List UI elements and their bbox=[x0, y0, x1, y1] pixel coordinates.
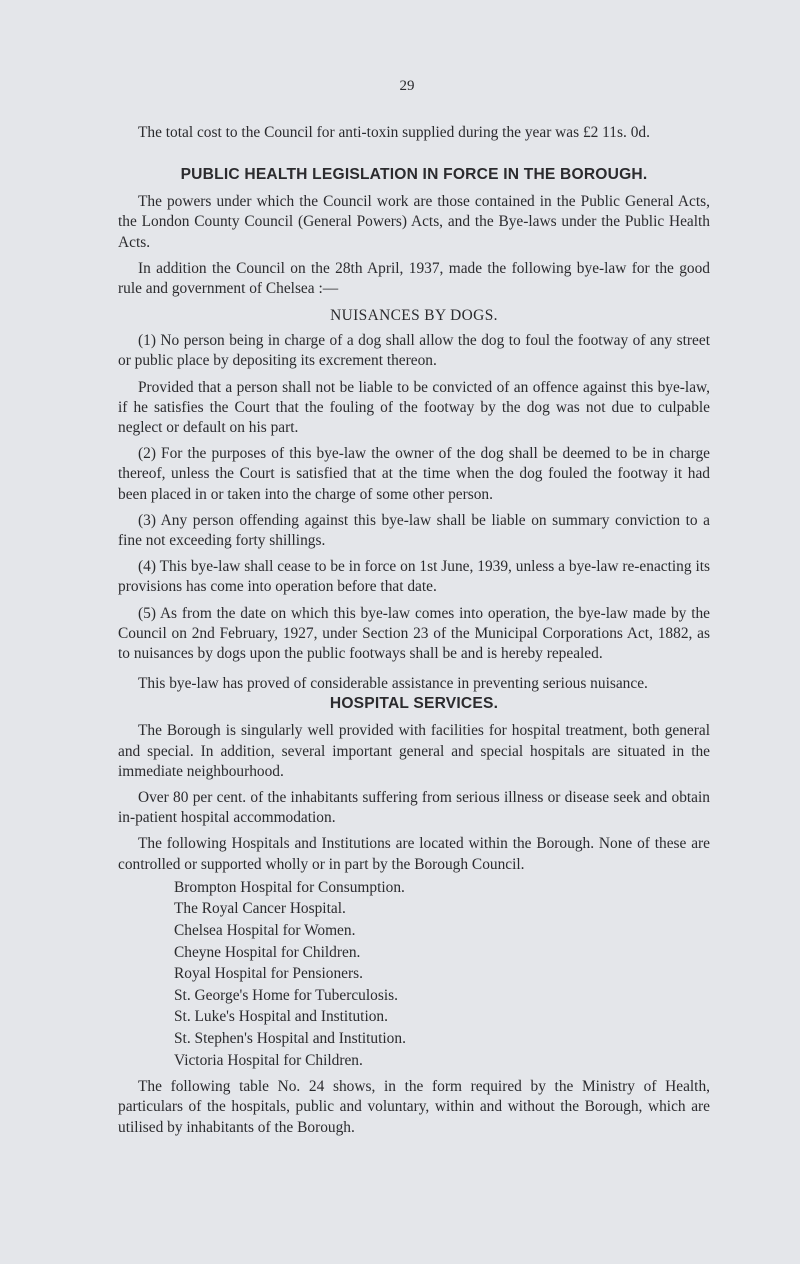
list-item: St. George's Home for Tuberculosis. bbox=[174, 986, 398, 1004]
hospital-paragraph-facilities: The Borough is singularly well provided with facilities for hospital treatment, both general and special. In addition, several important general and special hospitals are situated in the immediate neighbourhood. bbox=[118, 722, 710, 780]
legislation-heading: PUBLIC HEALTH LEGISLATION IN FORCE IN THE BOROUGH. bbox=[180, 166, 648, 184]
document-page bbox=[118, 78, 710, 1138]
list-item: Victoria Hospital for Children. bbox=[174, 1051, 363, 1069]
list-item: Chelsea Hospital for Women. bbox=[174, 922, 356, 940]
byelaw-clause-1: (1) No person being in charge of a dog shall allow the dog to foul the footway of any street or public place by depositing its excrement thereon. bbox=[118, 332, 710, 370]
legislation-paragraph-byelaw-intro: In addition the Council on the 28th April, 1937, made the following bye-law for the good rule and government of Chelsea :— bbox=[118, 259, 710, 298]
legislation-paragraph-powers: The powers under which the Council work are those contained in the Public General Acts, the London County Council (General Powers) Acts, and the Bye-laws under the Public Health Acts. bbox=[118, 193, 710, 251]
list-item: Cheyne Hospital for Children. bbox=[174, 943, 361, 961]
hospital-paragraph-list-intro: The following Hospitals and Institutions are located within the Borough. None of these are controlled or supported wholly or in part by the Borough Council. bbox=[118, 835, 710, 873]
byelaw-clause-4: (4) This bye-law shall cease to be in force on 1st June, 1939, unless a bye-law re-enacting its provisions has come into operation before that date. bbox=[118, 558, 710, 596]
hospital-table-intro-paragraph: The following table No. 24 shows, in the form required by the Ministry of Health, particulars of the hospitals, public and voluntary, within and without the Borough, which are utilised by inhabitants of the Borough. bbox=[118, 1078, 710, 1136]
hospital-list bbox=[174, 877, 710, 1071]
byelaw-clause-2: (2) For the purposes of this bye-law the owner of the dog shall be deemed to be in charge thereof, unless the Court is satisfied that at the time when the dog fouled the footway it had been placed in or taken into the charge of some other person. bbox=[118, 445, 710, 503]
antitoxin-cost-paragraph: The total cost to the Council for anti-toxin supplied during the year was £2 11s. 0d. bbox=[138, 124, 650, 141]
nuisances-by-dogs-heading: NUISANCES BY DOGS. bbox=[330, 307, 498, 325]
byelaw-proviso: Provided that a person shall not be liable to be convicted of an offence against this bye-law, if he satisfies the Court that the fouling of the footway by the dog was not due to culpable neglect or default on his part. bbox=[118, 378, 710, 437]
byelaw-effect-paragraph: This bye-law has proved of considerable assistance in preventing serious nuisance. bbox=[138, 675, 648, 693]
page-number: 29 bbox=[399, 78, 415, 94]
byelaw-clause-5: (5) As from the date on which this bye-law comes into operation, the bye-law made by the Council on 2nd February, 1927, under Section 23 of the Municipal Corporations Act, 1882, as to nuisances by dogs upon the public footways shall be and is hereby repealed. bbox=[118, 604, 710, 663]
list-item: Brompton Hospital for Consumption. bbox=[174, 878, 405, 896]
hospital-services-heading: HOSPITAL SERVICES. bbox=[329, 695, 499, 713]
list-item: St. Stephen's Hospital and Institution. bbox=[174, 1030, 406, 1048]
list-item: The Royal Cancer Hospital. bbox=[174, 900, 346, 918]
list-item: St. Luke's Hospital and Institution. bbox=[174, 1008, 388, 1026]
list-item: Royal Hospital for Pensioners. bbox=[174, 965, 363, 983]
hospital-paragraph-inpatient: Over 80 per cent. of the inhabitants suffering from serious illness or disease seek and obtain in-patient hospital accommodation. bbox=[118, 789, 710, 827]
byelaw-clause-3: (3) Any person offending against this bye-law shall be liable on summary conviction to a fine not exceeding forty shillings. bbox=[118, 511, 710, 550]
